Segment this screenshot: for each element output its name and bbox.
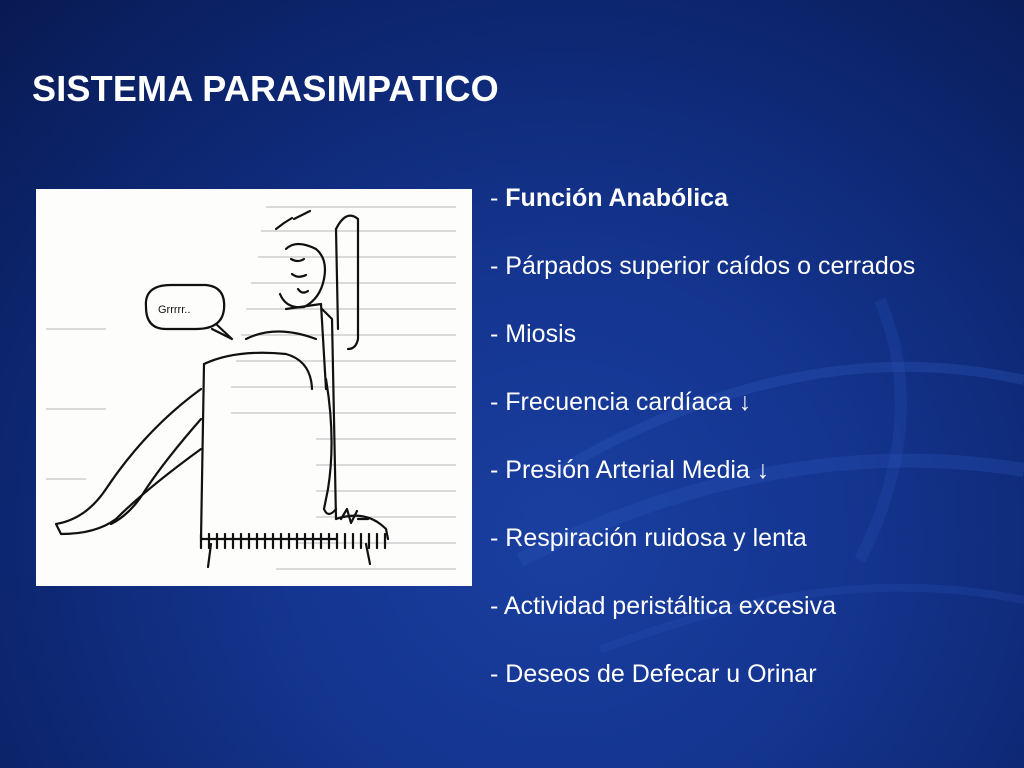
bullet-label: Actividad peristáltica excesiva xyxy=(503,592,836,620)
speech-bubble-text: Grrrrr.. xyxy=(158,304,191,316)
sleeping-man-illustration xyxy=(36,189,472,586)
sketch-drawing xyxy=(36,189,472,586)
bullet-item xyxy=(490,316,1010,384)
bullet-item xyxy=(490,520,1010,588)
bullet-label: Miosis xyxy=(505,320,577,348)
bullet-list xyxy=(490,180,1010,724)
slide-title: SISTEMA PARASIMPATICO xyxy=(32,68,499,109)
bullet-prefix: - xyxy=(490,524,506,552)
bullet-prefix: - xyxy=(490,388,506,416)
bullet-prefix: - xyxy=(490,456,506,484)
bullet-label: Deseos de Defecar u Orinar xyxy=(505,660,817,688)
bullet-item xyxy=(490,384,1010,452)
bullet-prefix: - xyxy=(490,592,504,620)
bullet-item xyxy=(490,656,1010,724)
bullet-prefix: - xyxy=(490,660,506,688)
bullet-label: Presión Arterial Media ↓ xyxy=(505,456,770,484)
bullet-label: Frecuencia cardíaca ↓ xyxy=(505,388,752,416)
bullet-label: Función Anabólica xyxy=(505,184,728,212)
bullet-item xyxy=(490,180,1010,248)
bullet-label: Respiración ruidosa y lenta xyxy=(505,524,807,552)
bullet-label: Párpados superior caídos o cerrados xyxy=(505,252,916,280)
bullet-item xyxy=(490,588,1010,656)
bullet-prefix: - xyxy=(490,184,506,212)
bullet-prefix: - xyxy=(490,252,506,280)
bullet-item xyxy=(490,248,1010,316)
bullet-prefix: - xyxy=(490,320,506,348)
bullet-item xyxy=(490,452,1010,520)
